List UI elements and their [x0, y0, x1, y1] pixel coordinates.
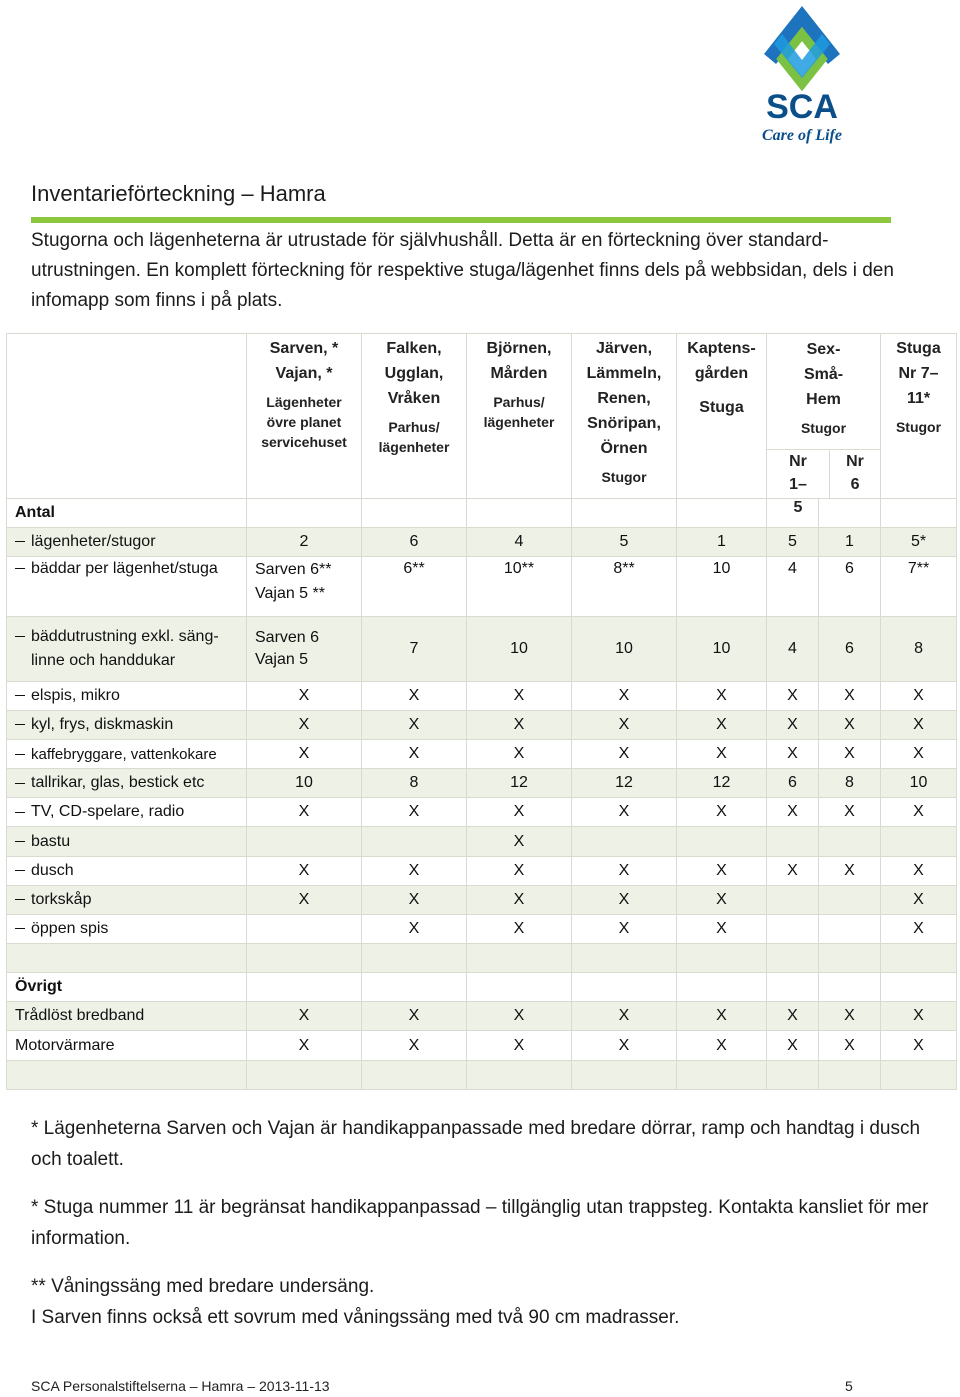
table-row	[7, 798, 957, 827]
cell: X	[247, 740, 362, 769]
cell: X	[677, 798, 767, 827]
spacer-row	[7, 944, 957, 973]
row-label: elspis, mikro	[7, 681, 247, 710]
cell: X	[677, 914, 767, 943]
cell: X	[362, 885, 467, 914]
cell: X	[362, 914, 467, 943]
cell: 8	[881, 617, 957, 681]
cell: X	[467, 885, 572, 914]
col-name: Björnen, Mården	[486, 340, 552, 382]
col-type: Lägenheter övre planet servicehuset	[261, 394, 347, 450]
col-name: Stuga Nr 7–11*	[896, 340, 941, 407]
cell	[819, 827, 881, 856]
row-label: lägenheter/stugor	[7, 528, 247, 557]
cell: X	[247, 710, 362, 739]
row-label: tallrikar, glas, bestick etc	[7, 769, 247, 798]
page-number: 5	[845, 1378, 853, 1394]
col-type: Stugor	[895, 419, 942, 435]
antal-row	[7, 498, 957, 527]
cell: X	[767, 740, 819, 769]
sca-logo	[752, 4, 852, 146]
cell: 12	[572, 769, 677, 798]
cell: X	[819, 1002, 881, 1031]
cell: X	[881, 710, 957, 739]
cell: X	[819, 710, 881, 739]
cell	[247, 914, 362, 943]
col-type: Parhus/ lägenheter	[378, 419, 450, 455]
table-row	[7, 827, 957, 856]
row-label: bäddutrustning exkl. säng- linne och handdukar	[7, 617, 247, 681]
ovrigt-row	[7, 973, 957, 1002]
table-row	[7, 710, 957, 739]
cell: X	[362, 681, 467, 710]
cell: X	[677, 885, 767, 914]
cell: X	[677, 1031, 767, 1060]
col-header-jarven	[572, 334, 677, 499]
cell: X	[247, 856, 362, 885]
cell: X	[362, 1002, 467, 1031]
note-sarven-vajan: * Lägenheterna Sarven och Vajan är handikappanpassade med bredare dörrar, ramp och handtag i dusch och toalett.	[31, 1118, 921, 1170]
title-divider	[31, 217, 891, 223]
cell: 5	[572, 528, 677, 557]
row-label: bäddar per lägenhet/stuga	[7, 557, 247, 617]
cell: 8**	[572, 557, 677, 617]
cell: X	[677, 710, 767, 739]
cell: X	[677, 740, 767, 769]
logo-tagline: Care of Life	[762, 127, 842, 144]
cell: 4	[767, 557, 819, 617]
table-row	[7, 1002, 957, 1031]
cell: X	[467, 914, 572, 943]
cell	[362, 827, 467, 856]
cell: 6	[362, 528, 467, 557]
cell: 6	[819, 617, 881, 681]
cell	[819, 885, 881, 914]
col-type: Stuga	[699, 399, 744, 416]
cell: X	[767, 1031, 819, 1060]
cell: 6	[767, 769, 819, 798]
cell: X	[247, 1031, 362, 1060]
col-name: Falken, Ugglan, Vråken	[384, 340, 444, 407]
logo-text: SCA	[766, 88, 838, 126]
cell: 1	[819, 528, 881, 557]
cell	[572, 827, 677, 856]
cell: 6	[819, 557, 881, 617]
cell: X	[881, 1002, 957, 1031]
col-header-sex-sma-hem	[767, 334, 881, 516]
cell: X	[572, 1031, 677, 1060]
cell: 10	[247, 769, 362, 798]
cell: X	[467, 1002, 572, 1031]
col-header-kaptensgarden	[677, 334, 767, 499]
row-label: Trådlöst bredband	[7, 1002, 247, 1031]
note-vaningssang: ** Våningssäng med bredare undersäng.	[31, 1276, 375, 1297]
cell: X	[572, 798, 677, 827]
cell: 10	[677, 617, 767, 681]
col-sub-nr-1-5: Nr 1–5	[789, 452, 807, 516]
table-row	[7, 740, 957, 769]
cell: 10**	[467, 557, 572, 617]
header-row	[7, 334, 957, 499]
cell: X	[881, 856, 957, 885]
cell: X	[881, 885, 957, 914]
cell	[677, 827, 767, 856]
cell: X	[881, 681, 957, 710]
row-label: kaffebryggare, vattenkokare	[7, 740, 247, 769]
cell: 8	[362, 769, 467, 798]
cell: 5	[767, 528, 819, 557]
table-row	[7, 769, 957, 798]
row-label: dusch	[7, 856, 247, 885]
table-row	[7, 1031, 957, 1060]
table-row	[7, 914, 957, 943]
col-header-falken	[362, 334, 467, 499]
cell: X	[247, 681, 362, 710]
cell-sarven-vajan: Sarven 6** Vajan 5 **	[247, 557, 362, 617]
cell: X	[767, 798, 819, 827]
cell: X	[362, 856, 467, 885]
cell: X	[819, 681, 881, 710]
row-label: öppen spis	[7, 914, 247, 943]
cell: X	[467, 798, 572, 827]
cell: X	[767, 856, 819, 885]
cell: X	[247, 1002, 362, 1031]
cell: X	[819, 856, 881, 885]
antal-label: Antal	[7, 498, 247, 527]
row-label: torkskåp	[7, 885, 247, 914]
cell: 4	[767, 617, 819, 681]
cell	[819, 914, 881, 943]
col-type: Stugor	[601, 469, 647, 485]
row-label: TV, CD-spelare, radio	[7, 798, 247, 827]
cell: X	[881, 798, 957, 827]
cell: X	[467, 740, 572, 769]
cell	[247, 827, 362, 856]
note-stuga-11: * Stuga nummer 11 är begränsat handikappanpassad – tillgänglig utan trappsteg. Kontakta kansliet för mer information.	[31, 1197, 929, 1249]
cell: X	[881, 1031, 957, 1060]
cell: X	[467, 856, 572, 885]
cell: X	[572, 914, 677, 943]
cell: X	[767, 1002, 819, 1031]
cell: 6**	[362, 557, 467, 617]
cell: X	[677, 1002, 767, 1031]
cell: 7	[362, 617, 467, 681]
row-label: Motorvärmare	[7, 1031, 247, 1060]
table-row	[7, 885, 957, 914]
note-sarven-sovrum: I Sarven finns också ett sovrum med våningssäng med två 90 cm madrasser.	[31, 1307, 680, 1328]
cell: 10	[572, 617, 677, 681]
cell: X	[881, 914, 957, 943]
cell: X	[572, 1002, 677, 1031]
cell: X	[767, 710, 819, 739]
cell: X	[247, 798, 362, 827]
cell: X	[572, 710, 677, 739]
cell: X	[572, 856, 677, 885]
cell: 5*	[881, 528, 957, 557]
cell: 4	[467, 528, 572, 557]
cell: X	[247, 885, 362, 914]
cell: 10	[881, 769, 957, 798]
cell: X	[819, 798, 881, 827]
cell	[767, 827, 819, 856]
col-name: Sex-Små-Hem	[803, 340, 844, 408]
cell: X	[572, 885, 677, 914]
cell: X	[362, 740, 467, 769]
cell: X	[362, 798, 467, 827]
cell: X	[881, 740, 957, 769]
cell: X	[362, 710, 467, 739]
col-name: Sarven, * Vajan, *	[269, 340, 339, 382]
cell: X	[572, 740, 677, 769]
col-header-bjornen	[467, 334, 572, 499]
col-sub-nr-6: Nr 6	[829, 450, 880, 498]
col-type: Stugor	[800, 419, 847, 436]
cell: 10	[677, 557, 767, 617]
col-type: Parhus/ lägenheter	[483, 394, 555, 430]
footnotes	[31, 1113, 931, 1333]
cell: 7**	[881, 557, 957, 617]
row-label: kyl, frys, diskmaskin	[7, 710, 247, 739]
table-row	[7, 856, 957, 885]
cell: X	[819, 1031, 881, 1060]
cell: X	[467, 1031, 572, 1060]
page-title: Inventarieförteckning – Hamra	[31, 181, 326, 206]
cell: X	[819, 740, 881, 769]
table-row	[7, 528, 957, 557]
ovrigt-label: Övrigt	[7, 973, 247, 1002]
header-corner	[7, 334, 247, 499]
col-name: Järven, Lämmeln, Renen, Snöripan, Örnen	[586, 340, 662, 457]
col-header-stuga-7-11	[881, 334, 957, 499]
inventory-table	[6, 333, 957, 1090]
table-row	[7, 681, 957, 710]
cell: 10	[467, 617, 572, 681]
cell: 12	[677, 769, 767, 798]
col-name: Kaptens-gården	[687, 340, 756, 382]
cell: X	[362, 1031, 467, 1060]
cell: X	[677, 856, 767, 885]
cell: X	[467, 681, 572, 710]
cell: X	[467, 710, 572, 739]
intro-text: Stugorna och lägenheterna är utrustade för självhushåll. Detta är en förteckning över standard-utrustningen. En komplett förteckning för respektive stuga/lägenhet finns dels på webbsidan, dels i den infomapp som finns i på plats.	[31, 230, 894, 311]
table-row	[7, 557, 957, 617]
cell	[767, 885, 819, 914]
row-label: bastu	[7, 827, 247, 856]
cell: X	[572, 681, 677, 710]
cell: 2	[247, 528, 362, 557]
cell: X	[467, 827, 572, 856]
page-footer: SCA Personalstiftelserna – Hamra – 2013-11-13	[31, 1378, 330, 1394]
cell: 8	[819, 769, 881, 798]
cell	[767, 914, 819, 943]
cell	[881, 827, 957, 856]
col-header-sarven-vajan	[247, 334, 362, 499]
sca-logo-mark	[752, 4, 852, 146]
table-row	[7, 617, 957, 681]
cell: 1	[677, 528, 767, 557]
cell: X	[767, 681, 819, 710]
cell: X	[677, 681, 767, 710]
cell-sarven-vajan: Sarven 6 Vajan 5	[247, 617, 362, 681]
spacer-row	[7, 1060, 957, 1089]
cell: 12	[467, 769, 572, 798]
